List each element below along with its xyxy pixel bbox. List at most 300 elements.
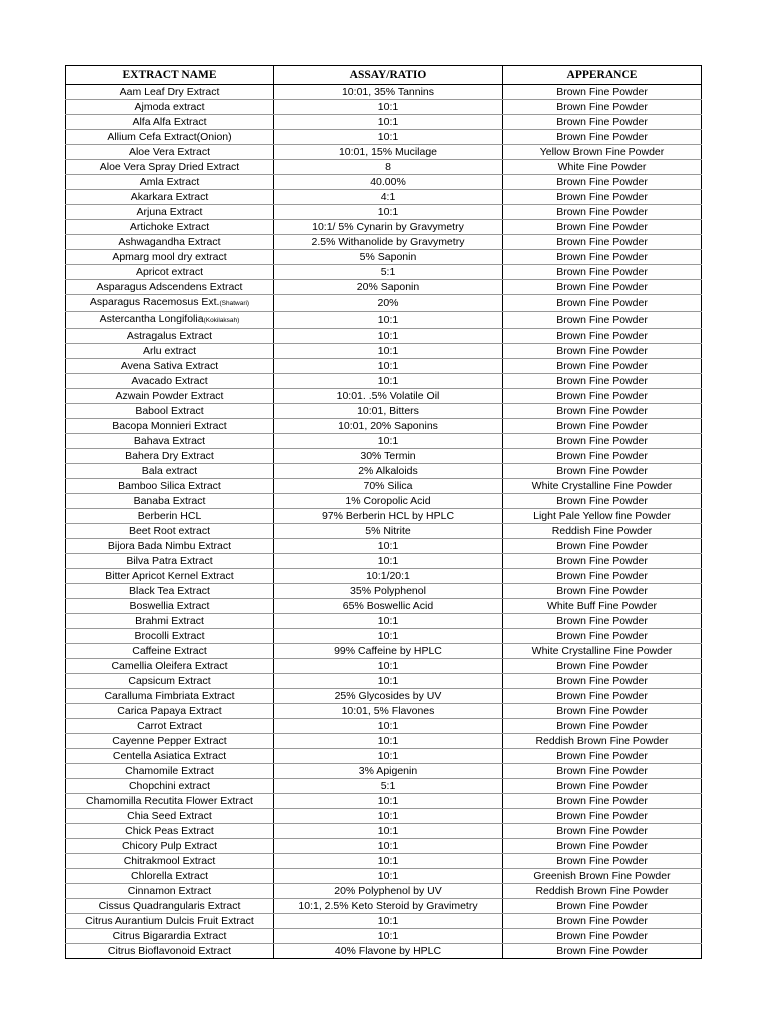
extract-name-text: Chitrakmool Extract [123,855,216,867]
cell-appearance: Brown Fine Powder [503,85,702,100]
extract-name-text: Cissus Quadrangularis Extract [98,900,241,912]
cell-appearance: Brown Fine Powder [503,389,702,404]
table-row [66,779,702,794]
extract-name-text: Bijora Bada Nimbu Extract [107,540,232,552]
cell-assay-ratio: 5:1 [274,265,503,280]
cell-assay-ratio: 10:1 [274,854,503,869]
table-row [66,794,702,809]
cell-extract-name [66,205,274,220]
extract-name-text: Bacopa Monnieri Extract [112,420,227,432]
cell-appearance: Brown Fine Powder [503,659,702,674]
column-header-extract-name: EXTRACT NAME [66,66,274,85]
cell-extract-name [66,449,274,464]
extract-name-text: Cayenne Pepper Extract [112,735,227,747]
cell-extract-name [66,145,274,160]
cell-appearance: Light Pale Yellow fine Powder [503,509,702,524]
cell-extract-name [66,115,274,130]
table-row [66,539,702,554]
cell-assay-ratio: 10:01, 35% Tannins [274,85,503,100]
cell-appearance: Brown Fine Powder [503,175,702,190]
cell-assay-ratio: 10:1 [274,344,503,359]
cell-assay-ratio: 4:1 [274,190,503,205]
cell-assay-ratio: 20% [274,295,503,312]
cell-extract-name [66,929,274,944]
extract-name-text: Aam Leaf Dry Extract [119,86,220,98]
cell-extract-name [66,479,274,494]
table-row [66,509,702,524]
cell-assay-ratio: 10:1 [274,329,503,344]
cell-appearance: Brown Fine Powder [503,569,702,584]
cell-assay-ratio: 10:1 [274,659,503,674]
table-row [66,599,702,614]
table-row [66,569,702,584]
cell-assay-ratio: 10:1 [274,130,503,145]
cell-extract-name [66,644,274,659]
extract-name-text: Bala extract [141,465,198,477]
extract-name-text: Camellia Oleifera Extract [111,660,228,672]
table-row [66,914,702,929]
cell-appearance: Brown Fine Powder [503,419,702,434]
table-row [66,584,702,599]
cell-extract-name [66,569,274,584]
extract-name-text: Artichoke Extract [129,221,210,233]
table-row [66,404,702,419]
cell-extract-name [66,824,274,839]
extract-name-text: Akarkara Extract [130,191,209,203]
cell-appearance: Brown Fine Powder [503,280,702,295]
table-row [66,434,702,449]
cell-assay-ratio: 10:1 [274,374,503,389]
header-row [66,66,702,85]
cell-extract-name [66,295,274,312]
cell-extract-name [66,764,274,779]
cell-assay-ratio: 10:1 [274,734,503,749]
cell-appearance: Reddish Fine Powder [503,524,702,539]
cell-appearance: Brown Fine Powder [503,344,702,359]
cell-extract-name [66,599,274,614]
extract-name-text: Astragalus Extract [126,330,213,342]
extract-name-text: Bilva Patra Extract [126,555,213,567]
cell-extract-name [66,944,274,959]
table-row [66,479,702,494]
table-row [66,854,702,869]
cell-extract-name [66,265,274,280]
cell-appearance: Brown Fine Powder [503,854,702,869]
column-header-assay-ratio: ASSAY/RATIO [274,66,503,85]
cell-appearance: Brown Fine Powder [503,809,702,824]
cell-extract-name [66,539,274,554]
extract-name-text: Chick Peas Extract [125,825,214,837]
table-row [66,190,702,205]
table-row [66,389,702,404]
cell-appearance: Brown Fine Powder [503,434,702,449]
cell-appearance: Yellow Brown Fine Powder [503,145,702,160]
cell-extract-name [66,854,274,869]
cell-appearance: Brown Fine Powder [503,614,702,629]
cell-assay-ratio: 20% Polyphenol by UV [274,884,503,899]
table-row [66,250,702,265]
extract-name-text: Citrus Aurantium Dulcis Fruit Extract [85,915,254,927]
extract-name-text: Caffeine Extract [132,645,207,657]
table-row [66,824,702,839]
cell-appearance: Brown Fine Powder [503,329,702,344]
table-row [66,554,702,569]
cell-assay-ratio: 10:1 [274,674,503,689]
extract-name-text: Allium Cefa Extract(Onion) [107,131,232,143]
extract-name-text: Chicory Pulp Extract [121,840,218,852]
extract-name-text: Amla Extract [139,176,200,188]
cell-extract-name [66,160,274,175]
cell-extract-name [66,190,274,205]
extract-name-text: Citrus Bigarardia Extract [112,930,227,942]
cell-assay-ratio: 30% Termin [274,449,503,464]
cell-appearance: Brown Fine Powder [503,929,702,944]
cell-appearance: Brown Fine Powder [503,205,702,220]
table-row [66,115,702,130]
extract-name-text: Asparagus Adscendens Extract [96,281,243,293]
extract-name-text: Bahava Extract [133,435,206,447]
table-row [66,734,702,749]
cell-assay-ratio: 5:1 [274,779,503,794]
cell-assay-ratio: 5% Nitrite [274,524,503,539]
cell-assay-ratio: 10:1 [274,749,503,764]
cell-assay-ratio: 10:1 [274,809,503,824]
cell-assay-ratio: 99% Caffeine by HPLC [274,644,503,659]
cell-appearance: Brown Fine Powder [503,674,702,689]
cell-assay-ratio: 10:1/ 5% Cynarin by Gravymetry [274,220,503,235]
cell-extract-name [66,899,274,914]
cell-assay-ratio: 3% Apigenin [274,764,503,779]
cell-appearance: White Buff Fine Powder [503,599,702,614]
extract-name-text: Carica Papaya Extract [117,705,222,717]
column-header-appearance: APPERANCE [503,66,702,85]
cell-assay-ratio: 10:01, 15% Mucilage [274,145,503,160]
cell-extract-name [66,839,274,854]
cell-extract-name [66,869,274,884]
cell-assay-ratio: 10:1 [274,115,503,130]
table-body [66,85,702,959]
cell-appearance: Reddish Brown Fine Powder [503,734,702,749]
cell-appearance: Brown Fine Powder [503,220,702,235]
extract-name-text: Banaba Extract [133,495,206,507]
table-row [66,374,702,389]
cell-extract-name [66,809,274,824]
extract-name-text: Avacado Extract [131,375,208,387]
extract-name-text: Avena Sativa Extract [120,360,219,372]
cell-assay-ratio: 97% Berberin HCL by HPLC [274,509,503,524]
extract-name-text: Capsicum Extract [128,675,211,687]
extract-name-subtext: (Kokilaksah) [203,317,240,324]
cell-appearance: Brown Fine Powder [503,190,702,205]
cell-extract-name [66,359,274,374]
table-row [66,614,702,629]
cell-assay-ratio: 10:1 [274,539,503,554]
table-row [66,329,702,344]
cell-appearance: White Crystalline Fine Powder [503,479,702,494]
cell-extract-name [66,404,274,419]
table-row [66,295,702,312]
cell-assay-ratio: 10:01. .5% Volatile Oil [274,389,503,404]
cell-assay-ratio: 10:01, 5% Flavones [274,704,503,719]
table-row [66,929,702,944]
table-row [66,944,702,959]
cell-assay-ratio: 10:1 [274,554,503,569]
cell-appearance: Brown Fine Powder [503,404,702,419]
table-row [66,145,702,160]
cell-extract-name [66,280,274,295]
cell-extract-name [66,130,274,145]
cell-extract-name [66,674,274,689]
extract-name-text: Chlorella Extract [130,870,209,882]
table-row [66,899,702,914]
table-row [66,644,702,659]
table-row [66,884,702,899]
cell-assay-ratio: 10:1 [274,869,503,884]
cell-appearance: Brown Fine Powder [503,130,702,145]
table-header [66,66,702,85]
cell-extract-name [66,312,274,329]
cell-assay-ratio: 40.00% [274,175,503,190]
cell-appearance: Brown Fine Powder [503,250,702,265]
extract-name-text: Apricot extract [135,266,204,278]
cell-assay-ratio: 10:1/20:1 [274,569,503,584]
cell-appearance: Greenish Brown Fine Powder [503,869,702,884]
extract-name-text: Caralluma Fimbriata Extract [104,690,235,702]
cell-assay-ratio: 10:1 [274,614,503,629]
table-row [66,220,702,235]
table-row [66,265,702,280]
cell-appearance: White Fine Powder [503,160,702,175]
table-row [66,359,702,374]
extract-name-text: Alfa Alfa Extract [132,116,207,128]
extract-name-text: Chia Seed Extract [127,810,212,822]
extract-name-text: Chopchini extract [128,780,211,792]
cell-appearance: Brown Fine Powder [503,554,702,569]
extract-name-text: Centella Asiatica Extract [112,750,227,762]
table-row [66,524,702,539]
cell-assay-ratio: 2.5% Withanolide by Gravymetry [274,235,503,250]
table-row [66,869,702,884]
cell-appearance: Brown Fine Powder [503,494,702,509]
cell-appearance: Brown Fine Powder [503,374,702,389]
cell-appearance: Brown Fine Powder [503,359,702,374]
cell-assay-ratio: 10:1 [274,359,503,374]
extract-name-text: Ashwagandha Extract [118,236,221,248]
cell-appearance: Reddish Brown Fine Powder [503,884,702,899]
extract-name-text: Aloe Vera Spray Dried Extract [99,161,240,173]
cell-extract-name [66,374,274,389]
cell-extract-name [66,794,274,809]
cell-extract-name [66,914,274,929]
cell-extract-name [66,554,274,569]
cell-extract-name [66,509,274,524]
cell-extract-name [66,175,274,190]
table-row [66,659,702,674]
table-row [66,85,702,100]
cell-assay-ratio: 10:01, Bitters [274,404,503,419]
extract-spec-sheet [65,65,701,959]
extract-name-text: Brahmi Extract [135,615,204,627]
extract-name-text: Arjuna Extract [136,206,203,218]
cell-extract-name [66,100,274,115]
cell-appearance: Brown Fine Powder [503,749,702,764]
extract-name-text: Ajmoda extract [134,101,205,113]
extract-name-text: Cinnamon Extract [127,885,212,897]
cell-extract-name [66,85,274,100]
extract-name-text: Babool Extract [135,405,204,417]
table-row [66,235,702,250]
table-row [66,629,702,644]
table-row [66,449,702,464]
cell-assay-ratio: 20% Saponin [274,280,503,295]
cell-extract-name [66,235,274,250]
extract-name-text: Bitter Apricot Kernel Extract [105,570,234,582]
cell-assay-ratio: 10:1 [274,914,503,929]
table-row [66,494,702,509]
cell-appearance: Brown Fine Powder [503,824,702,839]
cell-extract-name [66,434,274,449]
cell-extract-name [66,749,274,764]
cell-appearance: Brown Fine Powder [503,689,702,704]
table-row [66,205,702,220]
cell-extract-name [66,220,274,235]
cell-extract-name [66,344,274,359]
extract-table [65,65,702,959]
cell-assay-ratio: 10:1 [274,719,503,734]
table-row [66,130,702,145]
cell-assay-ratio: 10:1 [274,629,503,644]
extract-name-text: Asparagus Racemosus Ext. [89,296,220,308]
extract-name-text: Aloe Vera Extract [128,146,211,158]
cell-extract-name [66,884,274,899]
table-row [66,749,702,764]
cell-appearance: Brown Fine Powder [503,584,702,599]
extract-name-subtext: (Shatwari) [219,300,250,307]
cell-extract-name [66,389,274,404]
cell-extract-name [66,584,274,599]
cell-assay-ratio: 10:1 [274,100,503,115]
cell-extract-name [66,250,274,265]
cell-appearance: Brown Fine Powder [503,704,702,719]
extract-name-text: Bahera Dry Extract [125,450,214,462]
extract-name-text: Bamboo Silica Extract [118,480,221,492]
cell-assay-ratio: 40% Flavone by HPLC [274,944,503,959]
extract-name-text: Berberin HCL [137,510,202,522]
cell-assay-ratio: 10:1 [274,312,503,329]
extract-name-text: Apmarg mool dry extract [112,251,227,263]
cell-appearance: Brown Fine Powder [503,464,702,479]
cell-assay-ratio: 25% Glycosides by UV [274,689,503,704]
cell-assay-ratio: 10:1 [274,839,503,854]
extract-name-text: Black Tea Extract [129,585,210,597]
extract-name-text: Brocolli Extract [134,630,205,642]
table-row [66,764,702,779]
cell-appearance: Brown Fine Powder [503,794,702,809]
cell-extract-name [66,779,274,794]
extract-name-text: Arlu extract [142,345,197,357]
cell-appearance: Brown Fine Powder [503,235,702,250]
cell-assay-ratio: 35% Polyphenol [274,584,503,599]
cell-appearance: Brown Fine Powder [503,719,702,734]
cell-appearance: Brown Fine Powder [503,449,702,464]
extract-name-text: Citrus Bioflavonoid Extract [107,945,232,957]
extract-name-text: Carrot Extract [137,720,202,732]
extract-name-text: Boswellia Extract [129,600,210,612]
table-row [66,280,702,295]
table-row [66,100,702,115]
cell-extract-name [66,719,274,734]
cell-appearance: Brown Fine Powder [503,839,702,854]
cell-extract-name [66,524,274,539]
cell-extract-name [66,494,274,509]
cell-extract-name [66,614,274,629]
table-row [66,674,702,689]
cell-appearance: Brown Fine Powder [503,764,702,779]
cell-appearance: Brown Fine Powder [503,115,702,130]
cell-appearance: Brown Fine Powder [503,629,702,644]
cell-assay-ratio: 10:01, 20% Saponins [274,419,503,434]
table-row [66,809,702,824]
cell-assay-ratio: 10:1 [274,434,503,449]
cell-assay-ratio: 10:1 [274,929,503,944]
cell-appearance: Brown Fine Powder [503,295,702,312]
cell-appearance: Brown Fine Powder [503,944,702,959]
table-row [66,719,702,734]
cell-appearance: Brown Fine Powder [503,100,702,115]
cell-extract-name [66,464,274,479]
cell-extract-name [66,689,274,704]
cell-assay-ratio: 10:1 [274,205,503,220]
cell-appearance: Brown Fine Powder [503,779,702,794]
cell-assay-ratio: 10:1, 2.5% Keto Steroid by Gravimetry [274,899,503,914]
table-row [66,312,702,329]
table-row [66,175,702,190]
cell-extract-name [66,659,274,674]
cell-extract-name [66,419,274,434]
cell-appearance: Brown Fine Powder [503,914,702,929]
cell-appearance: Brown Fine Powder [503,539,702,554]
extract-name-text: Beet Root extract [128,525,211,537]
cell-assay-ratio: 2% Alkaloids [274,464,503,479]
cell-appearance: Brown Fine Powder [503,312,702,329]
cell-assay-ratio: 70% Silica [274,479,503,494]
cell-extract-name [66,629,274,644]
extract-name-text: Chamomile Extract [125,765,214,777]
table-row [66,344,702,359]
cell-assay-ratio: 10:1 [274,794,503,809]
extract-name-text: Chamomilla Recutita Flower Extract [86,795,253,807]
cell-assay-ratio: 1% Coropolic Acid [274,494,503,509]
table-row [66,689,702,704]
cell-extract-name [66,734,274,749]
table-row [66,464,702,479]
table-row [66,704,702,719]
cell-appearance: Brown Fine Powder [503,899,702,914]
extract-name-text: Azwain Powder Extract [115,390,224,402]
cell-appearance: White Crystalline Fine Powder [503,644,702,659]
cell-assay-ratio: 8 [274,160,503,175]
table-row [66,839,702,854]
cell-assay-ratio: 5% Saponin [274,250,503,265]
table-row [66,419,702,434]
extract-name-text: Astercantha Longifolia [99,313,204,325]
table-row [66,160,702,175]
cell-assay-ratio: 65% Boswellic Acid [274,599,503,614]
cell-extract-name [66,329,274,344]
cell-appearance: Brown Fine Powder [503,265,702,280]
cell-assay-ratio: 10:1 [274,824,503,839]
cell-extract-name [66,704,274,719]
